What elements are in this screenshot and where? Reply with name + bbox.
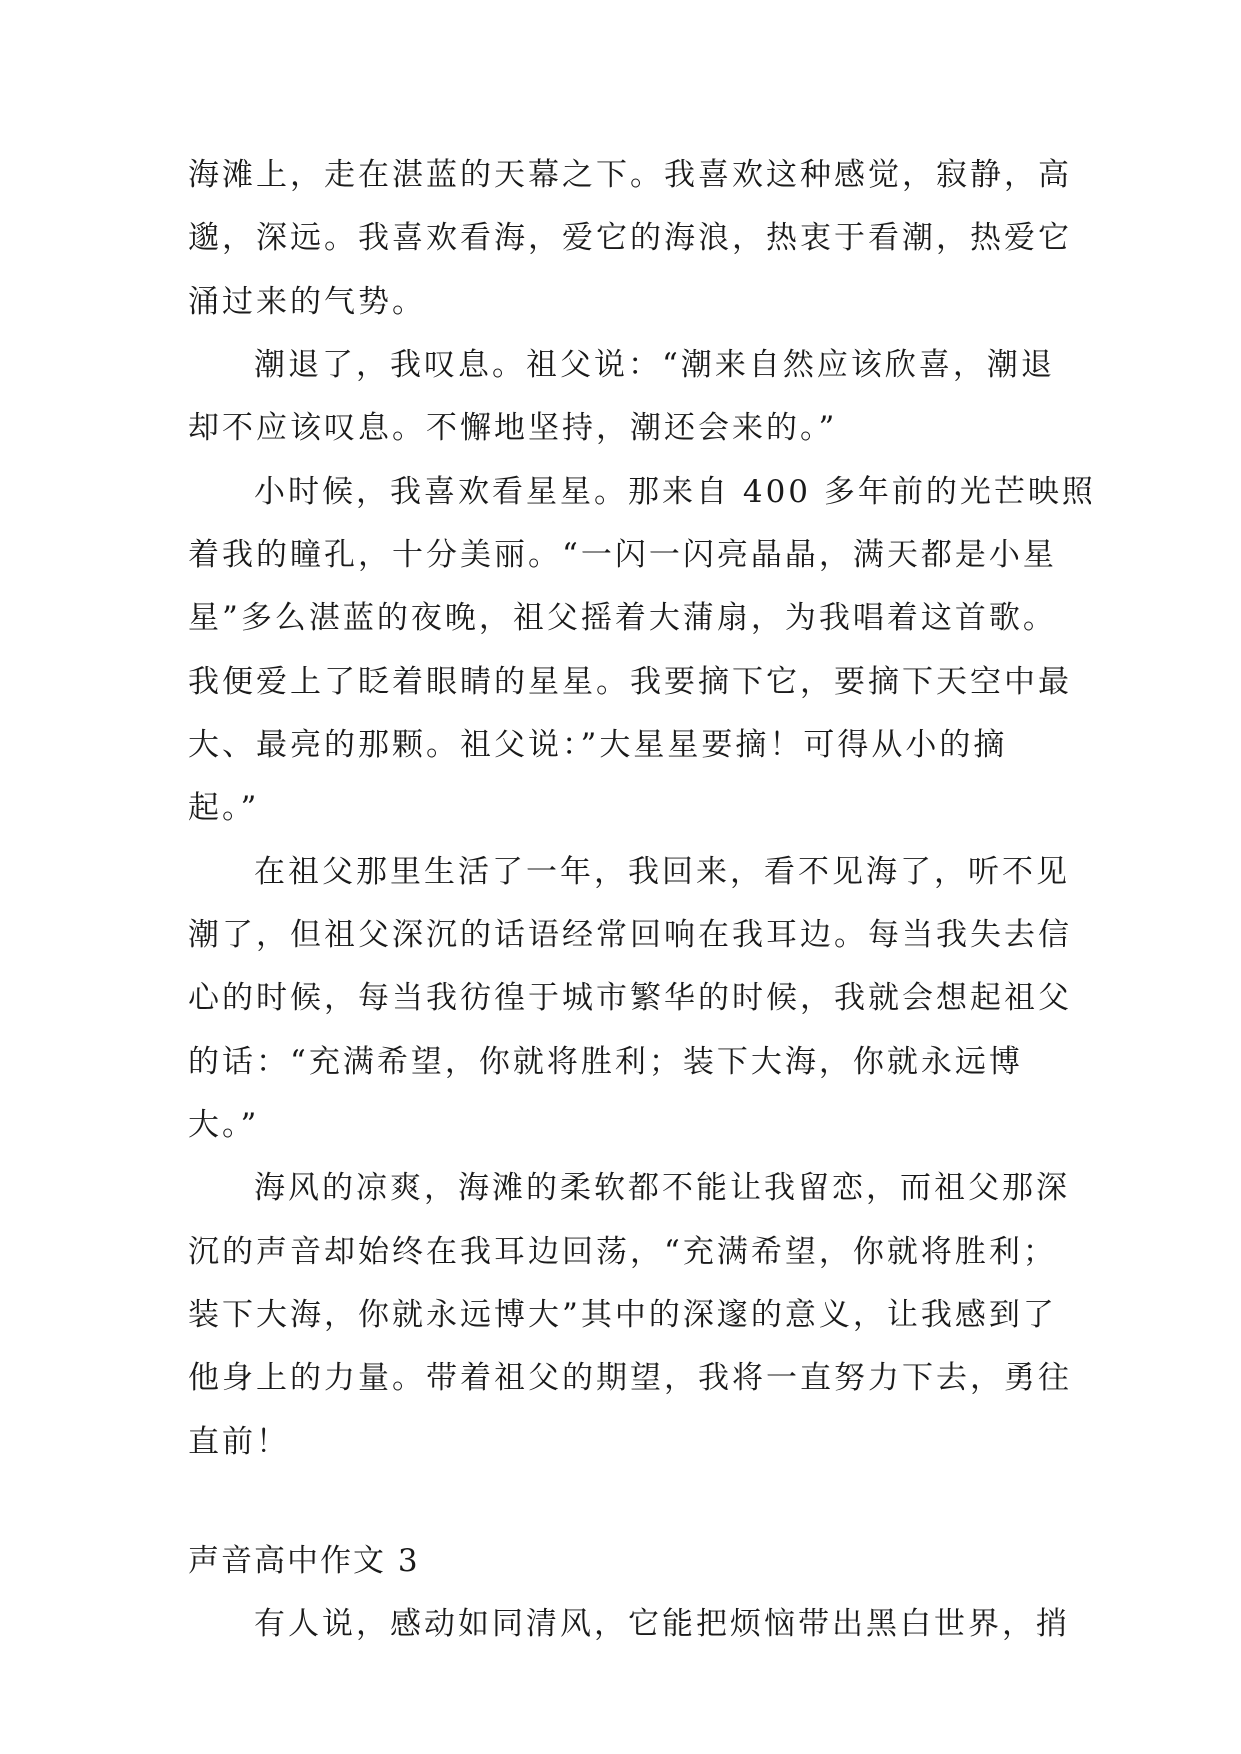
paragraph-first-line: 有人说，感动如同清风，它能把烦恼带出黑白世界，捎	[254, 1606, 1070, 1642]
text-line: 起。”	[188, 790, 260, 826]
text-line: 大、最亮的那颗。祖父说：”大星星要摘！可得从小的摘	[188, 727, 1008, 763]
paragraph-first-line: 潮退了，我叹息。祖父说：“潮来自然应该欣喜，潮退	[254, 347, 1055, 383]
text-line: 直前！	[188, 1424, 290, 1460]
section-heading: 声音高中作文 3	[188, 1543, 420, 1579]
text-line: 却不应该叹息。不懈地坚持，潮还会来的。”	[188, 410, 838, 446]
text-line: 星”多么湛蓝的夜晚，祖父摇着大蒲扇，为我唱着这首歌。	[188, 600, 1057, 636]
text-line: 我便爱上了眨着眼睛的星星。我要摘下它，要摘下天空中最	[188, 664, 1072, 700]
text-line: 潮了，但祖父深沉的话语经常回响在我耳边。每当我失去信	[188, 917, 1072, 953]
text-line: 着我的瞳孔，十分美丽。“一闪一闪亮晶晶，满天都是小星	[188, 537, 1057, 573]
text-line: 海滩上，走在湛蓝的天幕之下。我喜欢这种感觉，寂静，高	[188, 157, 1072, 193]
text-line: 邈，深远。我喜欢看海，爱它的海浪，热衷于看潮，热爱它	[188, 220, 1072, 256]
text-line: 他身上的力量。带着祖父的期望，我将一直努力下去，勇往	[188, 1360, 1072, 1396]
text-line: 的话：“充满希望，你就将胜利；装下大海，你就永远博	[188, 1044, 1023, 1080]
text-line: 大。”	[188, 1107, 260, 1143]
text-line: 心的时候，每当我彷徨于城市繁华的时候，我就会想起祖父	[188, 980, 1072, 1016]
text-line: 沉的声音却始终在我耳边回荡，“充满希望，你就将胜利；	[188, 1234, 1057, 1270]
paragraph-first-line: 在祖父那里生活了一年，我回来，看不见海了，听不见	[254, 854, 1070, 890]
paragraph-first-line: 海风的凉爽，海滩的柔软都不能让我留恋，而祖父那深	[254, 1170, 1070, 1206]
text-line: 装下大海，你就永远博大”其中的深邃的意义，让我感到了	[188, 1297, 1057, 1333]
paragraph-first-line: 小时候，我喜欢看星星。那来自 400 多年前的光芒映照	[254, 474, 1096, 510]
text-line: 涌过来的气势。	[188, 284, 426, 320]
